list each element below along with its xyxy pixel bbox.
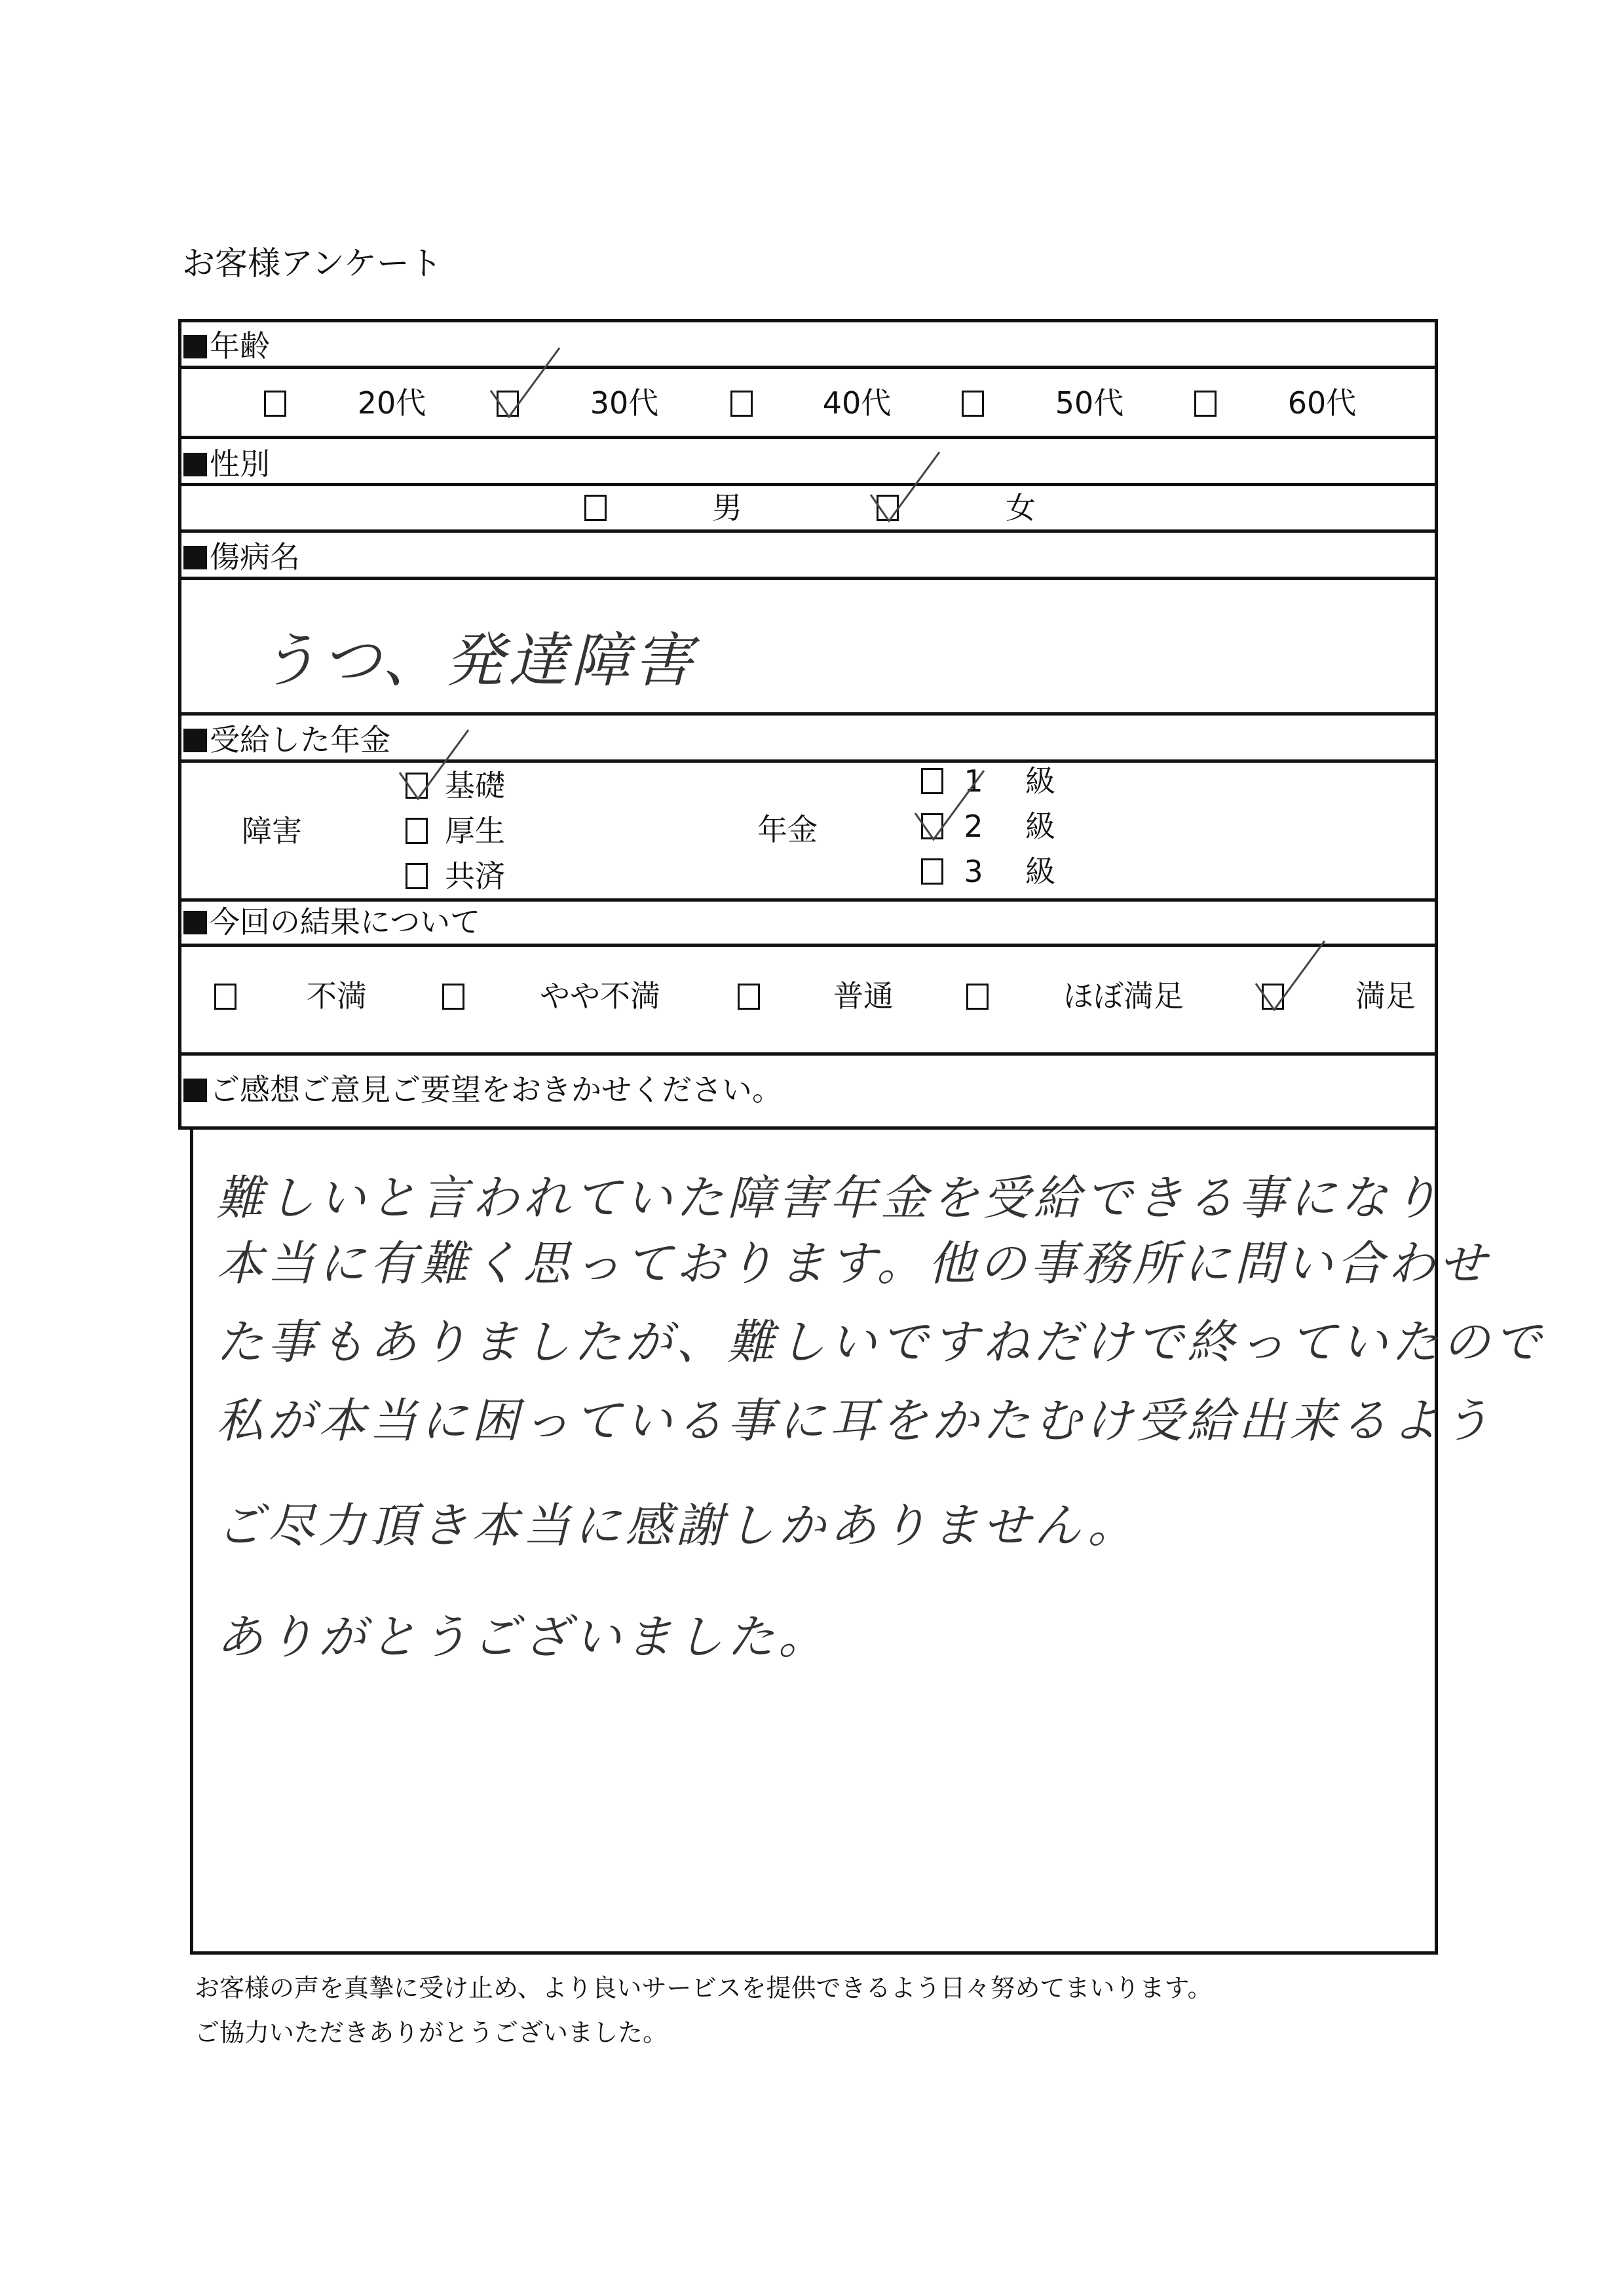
- divider: [178, 1052, 1438, 1056]
- comment-line: た事もありましたが、難しいですねだけで終っていたので: [216, 1314, 1545, 1369]
- pension-grade-option-label: 2: [964, 809, 983, 844]
- result-option-label: やや不満: [540, 978, 660, 1014]
- gender-option-label: 女: [1006, 490, 1036, 526]
- divider: [178, 529, 1438, 533]
- result-option-label: 普通: [833, 978, 894, 1014]
- pension-grade-option-checkbox[interactable]: [921, 858, 943, 885]
- footer-message: お客様の声を真摯に受け止め、より良いサービスを提供できるよう日々努めてまいります。: [195, 1974, 1213, 2002]
- grade-unit-label: 級: [1025, 763, 1055, 799]
- grade-unit-label: 級: [1025, 854, 1055, 889]
- result-option-checkbox[interactable]: [442, 984, 464, 1010]
- pension-type-option-checkbox[interactable]: [406, 818, 428, 844]
- divider: [178, 436, 1438, 439]
- age-option-label: 50代: [1055, 385, 1124, 421]
- section-diagnosis-label: 傷病名: [183, 542, 300, 572]
- pension-grade-label: 年金: [757, 812, 818, 847]
- divider: [178, 759, 1438, 763]
- pension-type-option-label: 共済: [445, 858, 505, 894]
- result-option-checkbox[interactable]: [966, 984, 989, 1010]
- age-option-checkbox[interactable]: [1194, 391, 1217, 417]
- age-option-checkbox[interactable]: [264, 391, 286, 417]
- age-option-label: 20代: [357, 385, 426, 421]
- result-option-label: 不満: [307, 978, 367, 1014]
- divider: [178, 577, 1438, 580]
- age-option-checkbox[interactable]: [730, 391, 753, 417]
- comment-line: 本当に有難く思っております。他の事務所に問い合わせ: [216, 1236, 1490, 1291]
- diagnosis-answer[interactable]: うつ、発達障害: [259, 626, 697, 695]
- pension-type-option-checkbox[interactable]: [406, 773, 428, 799]
- age-option-checkbox[interactable]: [962, 391, 984, 417]
- section-gender-label: 性別: [183, 449, 270, 479]
- result-option-checkbox[interactable]: [214, 984, 236, 1010]
- comment-line: 私が本当に困っている事に耳をかたむけ受給出来るよう: [216, 1393, 1494, 1448]
- gender-option-checkbox[interactable]: [584, 495, 607, 521]
- comment-line: ご尽力頂き本当に感謝しかありません。: [216, 1498, 1139, 1553]
- divider: [178, 712, 1438, 716]
- pension-type-option-checkbox[interactable]: [406, 863, 428, 889]
- comment-line: ありがとうございました。: [216, 1609, 830, 1664]
- footer-thanks: ご協力いただきありがとうございました。: [195, 2018, 668, 2047]
- divider: [178, 483, 1438, 486]
- result-option-label: 満足: [1355, 978, 1416, 1014]
- pension-grade-option-checkbox[interactable]: [921, 768, 943, 794]
- result-option-checkbox[interactable]: [738, 984, 760, 1010]
- comment-line: 難しいと言われていた障害年金を受給できる事になり: [216, 1170, 1443, 1225]
- pension-type-option-label: 基礎: [445, 768, 505, 803]
- pension-grade-option-checkbox[interactable]: [921, 813, 943, 839]
- divider: [178, 366, 1438, 369]
- section-age-label: 年齢: [183, 331, 270, 361]
- age-option-checkbox[interactable]: [497, 391, 519, 417]
- gender-option-label: 男: [712, 490, 742, 526]
- result-option-label: ほぼ満足: [1063, 978, 1184, 1014]
- section-result-label: 今回の結果について: [183, 907, 480, 937]
- pension-grade-option-label: 1: [964, 763, 983, 799]
- pension-type-label: 障害: [242, 813, 302, 849]
- page-title: お客様アンケート: [182, 244, 442, 282]
- divider: [178, 944, 1438, 947]
- result-option-checkbox[interactable]: [1262, 984, 1284, 1010]
- age-option-label: 30代: [590, 385, 659, 421]
- gender-option-checkbox[interactable]: [877, 495, 899, 521]
- pension-type-option-label: 厚生: [445, 813, 505, 849]
- section-comments-label: ご感想ご意見ご要望をおきかせください。: [183, 1075, 782, 1105]
- age-option-label: 40代: [822, 385, 892, 421]
- divider: [178, 898, 1438, 902]
- section-pension-label: 受給した年金: [183, 725, 390, 755]
- pension-grade-option-label: 3: [964, 854, 983, 889]
- age-option-label: 60代: [1287, 385, 1357, 421]
- grade-unit-label: 級: [1025, 809, 1055, 844]
